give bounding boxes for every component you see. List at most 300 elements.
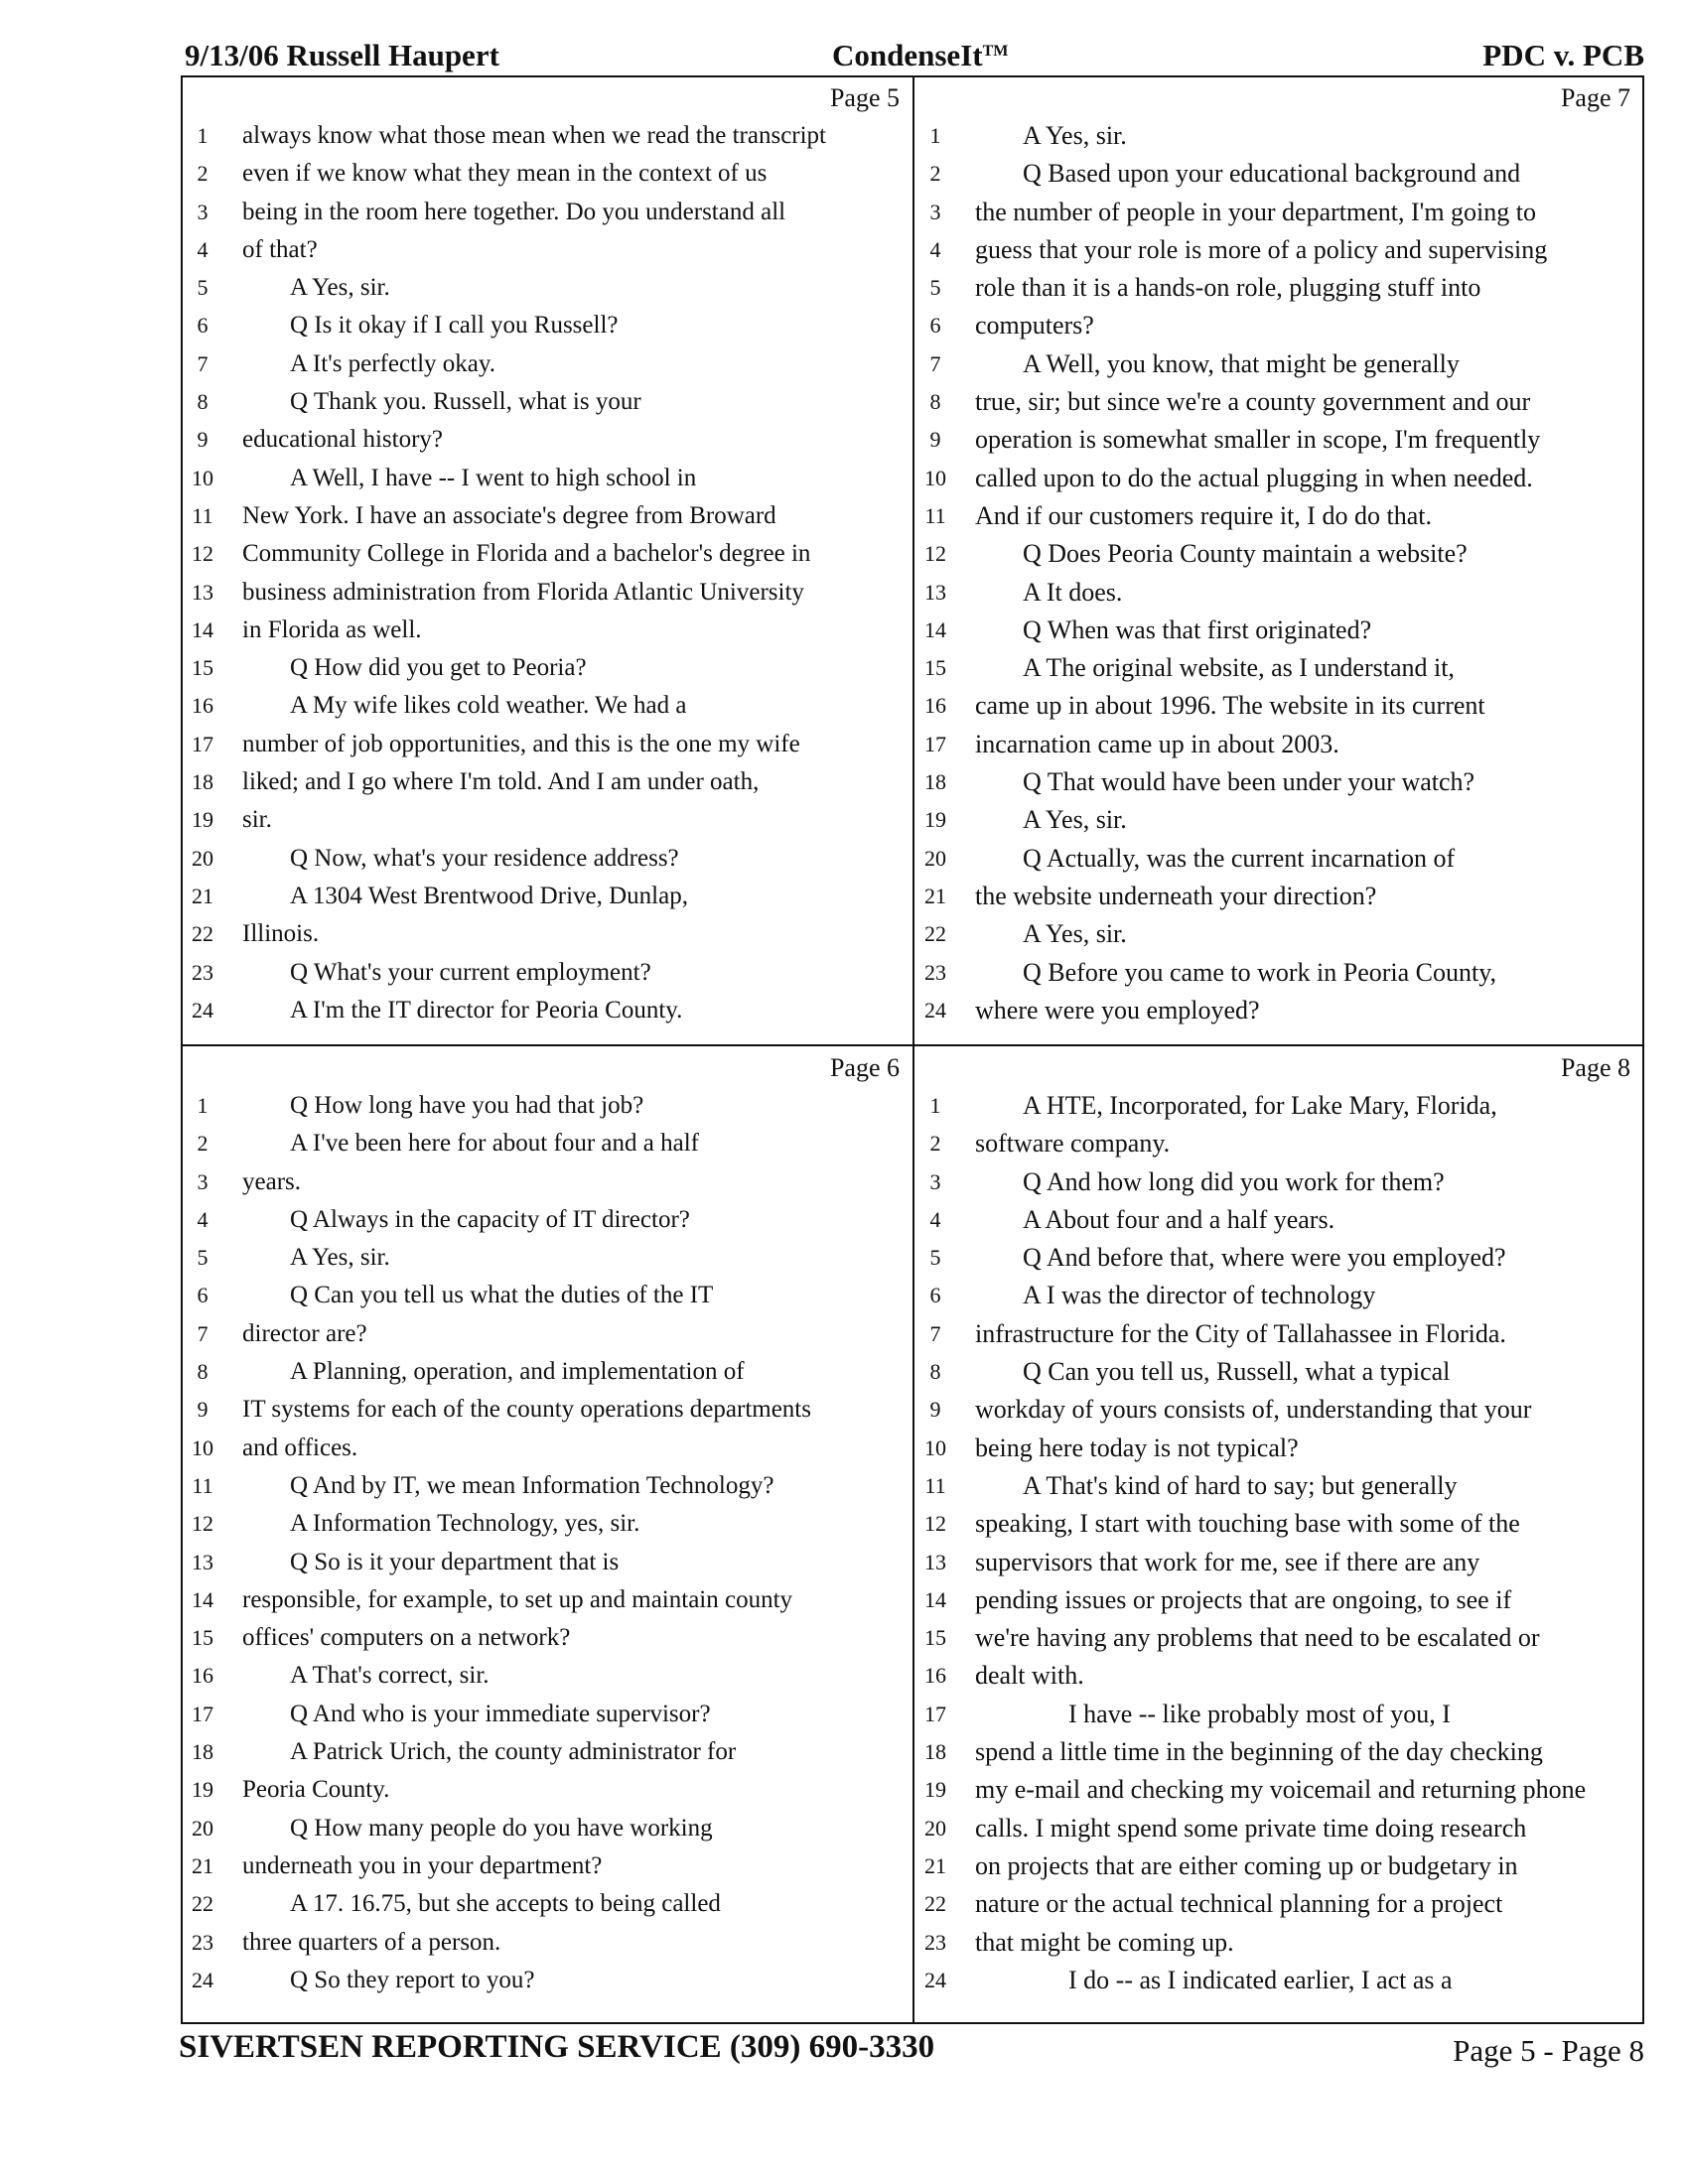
line-number: 21	[924, 883, 946, 908]
transcript-line	[915, 612, 1642, 649]
transcript-line	[915, 954, 1642, 992]
line-text: A Well, you know, that might be generally	[1023, 348, 1460, 378]
line-number: 24	[924, 1967, 946, 1992]
transcript-line	[183, 1810, 912, 1847]
transcript-line	[183, 1125, 912, 1162]
transcript-line	[183, 1847, 912, 1885]
line-number: 22	[924, 1891, 946, 1917]
line-number: 1	[929, 123, 941, 148]
transcript-line	[915, 992, 1642, 1029]
line-text: A The original website, as I understand it,	[1023, 653, 1455, 683]
line-number: 16	[924, 1663, 946, 1689]
transcript-line	[915, 535, 1642, 573]
transcript-line	[915, 1239, 1642, 1277]
line-number: 16	[924, 693, 946, 719]
transcript-line	[915, 801, 1642, 839]
line-text: of that?	[242, 235, 318, 263]
transcript-line	[183, 1505, 912, 1543]
transcript-line	[183, 117, 912, 155]
transcript-line	[915, 1810, 1642, 1847]
line-text: and offices.	[242, 1433, 358, 1461]
line-text: Illinois.	[242, 920, 320, 948]
line-number: 17	[192, 731, 213, 756]
transcript-line	[183, 1087, 912, 1125]
transcript-line	[915, 840, 1642, 878]
transcript-line	[183, 1924, 912, 1962]
line-number: 12	[924, 541, 946, 567]
line-text: Q Actually, was the current incarnation of	[1023, 843, 1456, 873]
line-text: A Yes, sir.	[1023, 919, 1127, 949]
line-text: Q And before that, where were you employed?	[1023, 1243, 1506, 1273]
transcript-line	[915, 1847, 1642, 1885]
line-text: three quarters of a person.	[242, 1928, 501, 1956]
transcript-line	[183, 421, 912, 459]
line-text: A Information Technology, yes, sir.	[290, 1510, 640, 1538]
footer-reporting-service: SIVERTSEN REPORTING SERVICE (309) 690-3330	[179, 2029, 935, 2065]
transcript-line	[183, 1277, 912, 1314]
transcript-line	[915, 1087, 1642, 1125]
line-number: 12	[924, 1511, 946, 1537]
line-number: 21	[924, 1852, 946, 1878]
line-text: on projects that are either coming up or budgetary in	[975, 1850, 1518, 1880]
transcript-line	[183, 726, 912, 763]
line-text: the number of people in your department, I'm going to	[975, 197, 1536, 226]
line-text: came up in about 1996. The website in its current	[975, 691, 1485, 721]
transcript-line	[915, 1391, 1642, 1429]
transcript-line	[183, 497, 912, 535]
transcript-line	[915, 1467, 1642, 1505]
line-text: even if we know what they mean in the context of us	[242, 160, 768, 188]
line-text: role than it is a hands-on role, plugging stuff into	[975, 273, 1481, 303]
line-text: Q Can you tell us what the duties of the IT	[290, 1282, 714, 1309]
line-text: my e-mail and checking my voicemail and returning phone	[975, 1775, 1587, 1805]
line-text: being in the room here together. Do you understand all	[242, 198, 786, 225]
line-number: 5	[929, 1245, 941, 1271]
transcript-line	[183, 1467, 912, 1505]
transcript-line	[183, 1544, 912, 1581]
line-number: 18	[924, 769, 946, 795]
line-text: number of job opportunities, and this is the one my wife	[242, 730, 800, 757]
line-number: 13	[192, 579, 213, 605]
transcript-page-8	[915, 1047, 1642, 2022]
line-text: pending issues or projects that are ongoing, to see if	[975, 1584, 1512, 1614]
line-number: 17	[924, 731, 946, 756]
line-number: 2	[197, 1131, 209, 1157]
line-text: infrastructure for the City of Tallahassee in Florida.	[975, 1318, 1506, 1348]
line-number: 10	[192, 1434, 213, 1460]
line-text: A Yes, sir.	[1023, 121, 1127, 150]
line-number: 20	[192, 845, 213, 871]
transcript-line	[915, 1353, 1642, 1391]
line-text: A That's kind of hard to say; but generally	[1023, 1470, 1458, 1500]
line-text: speaking, I start with touching base with some of the	[975, 1509, 1520, 1539]
transcript-line	[915, 231, 1642, 269]
line-number: 19	[192, 807, 213, 833]
line-number: 21	[192, 883, 213, 908]
line-number: 6	[929, 1283, 941, 1308]
line-number: 7	[929, 350, 941, 376]
line-text: operation is somewhat smaller in scope, I'm frequently	[975, 425, 1541, 455]
transcript-line	[183, 231, 912, 269]
transcript-line	[915, 1619, 1642, 1657]
line-number: 8	[197, 1359, 209, 1385]
line-number: 3	[929, 199, 941, 224]
line-number: 18	[924, 1739, 946, 1765]
transcript-line	[183, 612, 912, 649]
transcript-line	[915, 1277, 1642, 1314]
line-number: 20	[924, 845, 946, 871]
transcript-line	[183, 194, 912, 231]
header-case: PDC v. PCB	[1482, 38, 1644, 72]
line-text: always know what those mean when we read the transcript	[242, 122, 827, 149]
line-number: 22	[924, 921, 946, 947]
line-number: 4	[197, 236, 209, 262]
transcript-line	[915, 1924, 1642, 1962]
transcript-line	[915, 307, 1642, 344]
line-number: 15	[924, 655, 946, 681]
line-number: 24	[192, 1967, 213, 1992]
transcript-line	[183, 1163, 912, 1201]
line-number: 24	[192, 997, 213, 1023]
line-text: underneath you in your department?	[242, 1851, 603, 1879]
line-text: Q When was that first originated?	[1023, 614, 1372, 644]
line-text: I do -- as I indicated earlier, I act as a	[1068, 1965, 1453, 1994]
line-number: 8	[929, 389, 941, 415]
line-number: 16	[192, 1663, 213, 1689]
line-text: A About four and a half years.	[1023, 1204, 1335, 1234]
line-text: Q Does Peoria County maintain a website?	[1023, 539, 1468, 569]
line-text: software company.	[975, 1129, 1171, 1159]
line-text: the website underneath your direction?	[975, 881, 1377, 910]
transcript-lines	[183, 117, 912, 1029]
line-text: Q How did you get to Peoria?	[290, 654, 587, 682]
line-number: 3	[929, 1168, 941, 1194]
transcript-line	[915, 649, 1642, 687]
line-number: 15	[192, 655, 213, 681]
transcript-line	[915, 1696, 1642, 1733]
line-text: Q Always in the capacity of IT director?	[290, 1205, 690, 1233]
transcript-line	[183, 345, 912, 383]
line-text: Q And how long did you work for them?	[1023, 1166, 1445, 1196]
line-text: in Florida as well.	[242, 615, 422, 643]
transcript-line	[183, 1657, 912, 1695]
row-divider	[181, 1044, 1644, 1046]
line-text: Q And who is your immediate supervisor?	[290, 1700, 711, 1727]
line-text: A That's correct, sir.	[290, 1662, 490, 1690]
line-number: 22	[192, 1891, 213, 1917]
line-number: 20	[924, 1815, 946, 1841]
transcript-line	[915, 421, 1642, 459]
transcript-line	[183, 1771, 912, 1809]
page-number-label: Page 6	[829, 1053, 900, 1082]
line-number: 15	[924, 1625, 946, 1651]
column-divider	[912, 75, 914, 2024]
transcript-line	[915, 1885, 1642, 1923]
transcript-line	[915, 726, 1642, 763]
line-text: A Well, I have -- I went to high school in	[290, 464, 697, 491]
line-number: 7	[197, 1320, 209, 1346]
transcript-line	[183, 1962, 912, 1999]
transcript-line	[183, 1239, 912, 1277]
line-number: 23	[192, 1929, 213, 1955]
transcript-line	[915, 763, 1642, 801]
transcript-line	[183, 1696, 912, 1733]
transcript-line	[183, 878, 912, 915]
line-text: A I was the director of technology	[1023, 1281, 1376, 1310]
line-text: Q And by IT, we mean Information Technology?	[290, 1471, 774, 1499]
transcript-line	[183, 155, 912, 193]
line-number: 9	[197, 1397, 209, 1423]
line-number: 9	[929, 427, 941, 453]
line-text: A I'm the IT director for Peoria County.	[290, 996, 683, 1024]
line-number: 22	[192, 921, 213, 947]
line-number: 20	[192, 1815, 213, 1841]
transcript-line	[183, 383, 912, 421]
transcript-line	[915, 1505, 1642, 1543]
line-number: 1	[929, 1093, 941, 1118]
page-number-label: Page 7	[1560, 83, 1630, 112]
line-number: 13	[924, 1549, 946, 1574]
line-text: director are?	[242, 1319, 367, 1347]
line-text: spend a little time in the beginning of the day checking	[975, 1737, 1543, 1767]
transcript-line	[915, 194, 1642, 231]
line-number: 2	[929, 161, 941, 187]
line-number: 5	[197, 1245, 209, 1271]
line-text: A Yes, sir.	[1023, 805, 1127, 835]
line-text: Q Before you came to work in Peoria County,	[1023, 957, 1497, 987]
line-text: being here today is not typical?	[975, 1433, 1299, 1462]
footer-page-range: Page 5 - Page 8	[1453, 2033, 1644, 2068]
transcript-line	[183, 992, 912, 1029]
transcript-line	[915, 1962, 1642, 1999]
line-text: offices' computers on a network?	[242, 1624, 571, 1652]
line-number: 11	[192, 1472, 213, 1498]
line-text: A HTE, Incorporated, for Lake Mary, Florida,	[1023, 1091, 1497, 1120]
transcript-line	[183, 269, 912, 307]
line-number: 12	[192, 1511, 213, 1537]
transcript-line	[183, 460, 912, 497]
transcript-line	[183, 307, 912, 344]
transcript-lines	[915, 1087, 1642, 1999]
header-product	[832, 36, 1008, 75]
line-number: 18	[192, 1739, 213, 1765]
transcript-line	[915, 1733, 1642, 1771]
transcript-line	[915, 1581, 1642, 1619]
transcript-line	[915, 1125, 1642, 1162]
line-text: computers?	[975, 311, 1094, 341]
transcript-line	[183, 915, 912, 953]
line-number: 10	[924, 465, 946, 490]
line-text: Q Can you tell us, Russell, what a typical	[1023, 1357, 1451, 1387]
trademark-mark: TM	[982, 43, 1009, 60]
transcript-line	[915, 345, 1642, 383]
line-text: dealt with.	[975, 1661, 1084, 1691]
line-text: nature or the actual technical planning for a project	[975, 1889, 1503, 1919]
line-number: 17	[924, 1701, 946, 1726]
line-text: true, sir; but since we're a county government and our	[975, 387, 1531, 417]
page-number-label: Page 5	[829, 83, 900, 112]
line-text: where were you employed?	[975, 995, 1260, 1024]
transcript-line	[915, 117, 1642, 155]
line-text: Q Based upon your educational background and	[1023, 159, 1521, 189]
transcript-line	[183, 1885, 912, 1923]
transcript-lines	[915, 117, 1642, 1029]
transcript-line	[915, 1163, 1642, 1201]
line-text: liked; and I go where I'm told. And I am under oath,	[242, 768, 760, 796]
line-number: 18	[192, 769, 213, 795]
line-text: incarnation came up in about 2003.	[975, 729, 1339, 758]
line-text: called upon to do the actual plugging in when needed.	[975, 463, 1533, 492]
line-text: that might be coming up.	[975, 1927, 1234, 1957]
transcript-line	[183, 763, 912, 801]
transcript-line	[183, 801, 912, 839]
line-number: 19	[192, 1777, 213, 1803]
line-text: IT systems for each of the county operations departments	[242, 1396, 811, 1424]
line-number: 2	[197, 161, 209, 187]
line-number: 1	[197, 123, 209, 148]
line-text: workday of yours consists of, understanding that your	[975, 1395, 1532, 1425]
line-text: responsible, for example, to set up and maintain county	[242, 1585, 793, 1613]
transcript-line	[183, 1201, 912, 1239]
line-text: A It's perfectly okay.	[290, 349, 495, 377]
transcript-line	[915, 460, 1642, 497]
line-number: 11	[924, 502, 946, 528]
transcript-line	[183, 1581, 912, 1619]
transcript-line	[183, 535, 912, 573]
line-text: years.	[242, 1167, 301, 1195]
line-text: Q How long have you had that job?	[290, 1092, 644, 1119]
transcript-line	[183, 840, 912, 878]
line-number: 4	[929, 236, 941, 262]
line-text: A 1304 West Brentwood Drive, Dunlap,	[290, 882, 688, 909]
transcript-lines	[183, 1087, 912, 1999]
transcript-line	[183, 1619, 912, 1657]
line-number: 12	[192, 541, 213, 567]
line-text: I have -- like probably most of you, I	[1068, 1699, 1451, 1728]
line-text: And if our customers require it, I do do that.	[975, 500, 1432, 530]
line-text: sir.	[242, 806, 272, 834]
transcript-line	[915, 574, 1642, 612]
line-number: 6	[197, 1283, 209, 1308]
transcript-line	[915, 1544, 1642, 1581]
line-text: Community College in Florida and a bachelor's degree in	[242, 540, 811, 568]
transcript-page-7	[915, 77, 1642, 1042]
transcript-line	[915, 155, 1642, 193]
line-text: business administration from Florida Atlantic University	[242, 578, 804, 606]
transcript-line	[183, 1430, 912, 1467]
line-number: 14	[924, 1586, 946, 1612]
line-number: 5	[197, 275, 209, 301]
transcript-line	[183, 954, 912, 992]
line-number: 13	[192, 1549, 213, 1574]
line-text: A It does.	[1023, 577, 1123, 607]
header-product-name: CondenseIt	[832, 38, 983, 72]
line-number: 4	[929, 1206, 941, 1232]
line-number: 23	[192, 959, 213, 985]
line-text: supervisors that work for me, see if there are any	[975, 1547, 1480, 1576]
line-text: educational history?	[242, 426, 444, 454]
line-number: 19	[924, 807, 946, 833]
line-text: A 17. 16.75, but she accepts to being called	[290, 1890, 721, 1918]
line-number: 24	[924, 997, 946, 1023]
transcript-line	[183, 574, 912, 612]
line-number: 9	[929, 1397, 941, 1423]
line-text: Q What's your current employment?	[290, 958, 651, 986]
line-text: A Yes, sir.	[290, 274, 390, 302]
line-text: Peoria County.	[242, 1776, 390, 1804]
line-text: New York. I have an associate's degree from Broward	[242, 501, 776, 529]
line-number: 14	[924, 616, 946, 642]
line-text: Q Now, what's your residence address?	[290, 844, 679, 872]
transcript-line	[915, 1201, 1642, 1239]
line-number: 14	[192, 1586, 213, 1612]
line-text: A Yes, sir.	[290, 1244, 390, 1272]
line-text: Q How many people do you have working	[290, 1814, 713, 1842]
line-number: 14	[192, 616, 213, 642]
line-number: 1	[197, 1093, 209, 1118]
line-number: 17	[192, 1701, 213, 1726]
line-number: 8	[197, 389, 209, 415]
line-number: 19	[924, 1777, 946, 1803]
transcript-line	[915, 878, 1642, 915]
line-number: 4	[197, 1206, 209, 1232]
line-number: 3	[197, 1168, 209, 1194]
header-deponent: 9/13/06 Russell Haupert	[185, 38, 499, 72]
line-number: 10	[924, 1434, 946, 1460]
line-number: 2	[929, 1131, 941, 1157]
line-text: A Planning, operation, and implementation of	[290, 1358, 745, 1386]
line-number: 15	[192, 1625, 213, 1651]
transcript-line	[183, 687, 912, 725]
line-number: 7	[929, 1320, 941, 1346]
transcript-line	[915, 269, 1642, 307]
line-number: 11	[924, 1472, 946, 1498]
line-number: 23	[924, 959, 946, 985]
transcript-line	[915, 383, 1642, 421]
line-number: 16	[192, 693, 213, 719]
line-number: 21	[192, 1852, 213, 1878]
line-number: 6	[929, 313, 941, 339]
line-text: Q So they report to you?	[290, 1966, 535, 1993]
line-text: calls. I might spend some private time doing research	[975, 1813, 1527, 1843]
transcript-line	[915, 1430, 1642, 1467]
line-number: 5	[929, 275, 941, 301]
transcript-line	[915, 687, 1642, 725]
line-number: 8	[929, 1359, 941, 1385]
line-number: 3	[197, 199, 209, 224]
transcript-line	[915, 915, 1642, 953]
line-text: A I've been here for about four and a half	[290, 1130, 699, 1158]
line-text: guess that your role is more of a policy and supervising	[975, 234, 1548, 264]
transcript-line	[915, 1657, 1642, 1695]
transcript-line	[915, 1315, 1642, 1353]
transcript-line	[183, 649, 912, 687]
transcript-page-6	[183, 1047, 912, 2022]
page-number-label: Page 8	[1560, 1053, 1630, 1082]
line-text: Q Thank you. Russell, what is your	[290, 388, 641, 416]
line-number: 9	[197, 427, 209, 453]
line-text: we're having any problems that need to be escalated or	[975, 1623, 1540, 1653]
transcript-line	[183, 1315, 912, 1353]
transcript-line	[915, 1771, 1642, 1809]
line-number: 13	[924, 579, 946, 605]
transcript-line	[183, 1353, 912, 1391]
line-text: Q That would have been under your watch?	[1023, 767, 1475, 797]
transcript-line	[183, 1733, 912, 1771]
line-number: 10	[192, 465, 213, 490]
line-text: Q So is it your department that is	[290, 1548, 620, 1575]
line-number: 6	[197, 313, 209, 339]
